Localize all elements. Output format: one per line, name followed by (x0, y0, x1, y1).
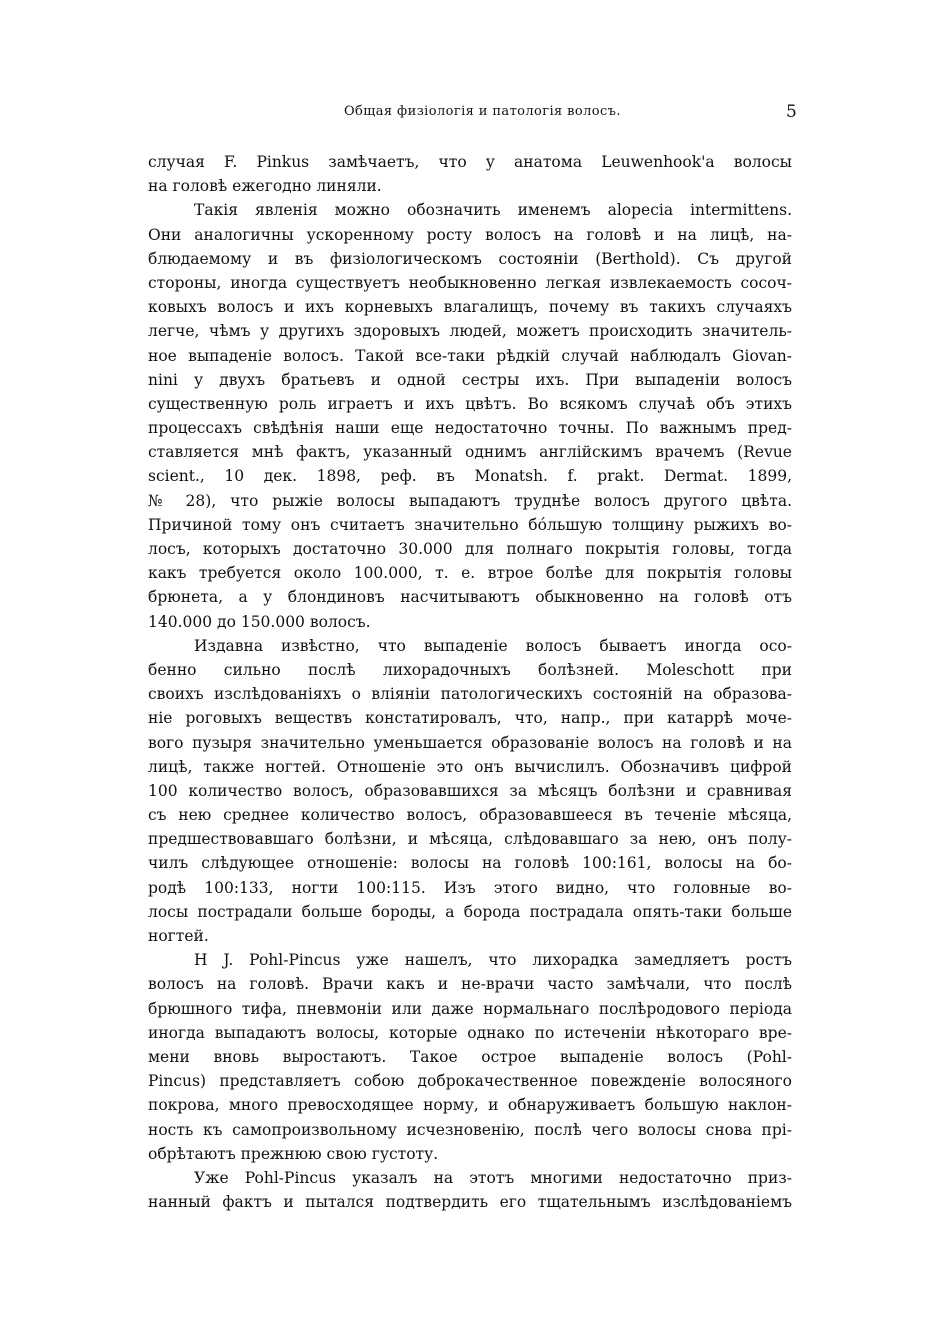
text-line: Издавна извѣстно, что выпаденіе волосъ бываетъ иногда осо- (194, 636, 792, 655)
text-line: иногда выпадаютъ волосы, которые однако по истеченіи нѣкотораго вре- (148, 1023, 792, 1042)
text-line: Уже Pohl-Pincus указалъ на этотъ многими недостаточно приз- (194, 1168, 792, 1187)
text-line: ность къ самопроизвольному исчезновенію, послѣ чего волосы снова прі- (148, 1120, 792, 1139)
text-line: случая F. Pinkus замѣчаетъ, что у анатома Leuwenhook'а волосы (148, 153, 792, 171)
text-line: съ нею среднее количество волосъ, образовавшееся въ теченіе мѣсяца, (148, 806, 792, 825)
running-header: Общая физіологія и патологія волосъ. (344, 104, 621, 119)
text-line: чилъ слѣдующее отношеніе: волосы на головѣ 100:161, волосы на бо- (148, 854, 792, 873)
text-line: H J. Pohl-Pincus уже нашелъ, что лихорадка замедляетъ ростъ (194, 951, 792, 970)
text-line: Они аналогичны ускоренному росту волосъ на головѣ и на лицѣ, на- (148, 225, 792, 244)
text-line: блюдаемому и въ физіологическомъ состояніи (Berthold). Съ другой (148, 249, 792, 268)
text-line: 140.000 до 150.000 волосъ. (148, 612, 371, 631)
text-line: обрѣтаютъ прежнюю свою густоту. (148, 1144, 439, 1163)
text-line: процессахъ свѣдѣнія наши еще недостаточно точны. По важнымъ пред- (148, 419, 792, 438)
text-line: покрова, много превосходящее норму, и обнаруживаетъ большую наклон- (148, 1096, 792, 1115)
text-line: своихъ изслѣдованіяхъ о вліяніи патологическихъ состояній на образова- (148, 685, 792, 704)
text-line: лосъ, которыхъ достаточно 30.000 для полнаго покрытія головы, тогда (148, 540, 792, 558)
text-line: Такія явленія можно обозначить именемъ alopecia intermittens. (194, 201, 792, 220)
text-line: стороны, иногда существуетъ необыкновенно легкая извлекаемость сосоч- (148, 273, 792, 292)
text-line: мени вновь выростаютъ. Такое острое выпаденіе волосъ (Pohl- (148, 1047, 792, 1066)
text-line: ковыхъ волосъ и ихъ корневыхъ влагалищъ, почему въ такихъ случаяхъ (148, 298, 792, 317)
text-line: Pincus) представляетъ собою доброкачественное повежденіе волосяного (148, 1072, 792, 1091)
text-line: лосы пострадали больше бороды, а борода пострадала опять-таки больше (148, 902, 792, 921)
text-line: предшествовавшаго болѣзни, и мѣсяца, слѣдовавшаго за нею, онъ полу- (148, 830, 792, 849)
text-line: № 28), что рыжіе волосы выпадаютъ труднѣе волосъ другого цвѣта. (148, 491, 792, 510)
text-line: ставляется мнѣ фактъ, указанный однимъ англійскимъ врачемъ (Revue (148, 443, 792, 462)
text-line: нанный фактъ и пытался подтвердить его тщательнымъ изслѣдованіемъ (148, 1193, 792, 1212)
page-number: 5 (786, 102, 797, 122)
text-line: ное выпаденіе волосъ. Такой все-таки рѣдкій случай наблюдалъ Giovan- (148, 346, 792, 365)
text-line: брюшного тифа, пневмоніи или даже нормальнаго послѣродового періода (148, 999, 792, 1018)
text-line: Причиной тому онъ считаетъ значительно бо́льшую толщину рыжихъ во- (148, 515, 792, 534)
text-line: на головѣ ежегодно линяли. (148, 177, 382, 196)
text-line: существенную роль играетъ и ихъ цвѣтъ. Во всякомъ случаѣ объ этихъ (148, 394, 792, 413)
text-line: 100 количество волосъ, образовавшихся за мѣсяцъ болѣзни и сравнивая (148, 781, 792, 800)
text-line: брюнета, а у блондиновъ насчитываютъ обыкновенно на головѣ отъ (148, 588, 792, 607)
text-line: вого пузыря значительно уменьшается образованіе волосъ на головѣ и на (148, 733, 792, 752)
text-line: бенно сильно послѣ лихорадочныхъ болѣзней. Moleschott при (148, 660, 792, 679)
text-line: волосъ на головѣ. Врачи какъ и не-врачи часто замѣчали, что послѣ (148, 975, 792, 994)
text-line: ногтей. (148, 927, 209, 945)
text-line: nini у двухъ братьевъ и одной сестры ихъ. При выпаденіи волосъ (148, 370, 792, 389)
text-line: лицѣ, также ногтей. Отношеніе это онъ вычислилъ. Обозначивъ цифрой (148, 757, 792, 776)
text-line: легче, чѣмъ у другихъ здоровыхъ людей, можетъ происходить значитель- (148, 322, 792, 341)
text-line: какъ требуется около 100.000, т. е. втрое болѣе для покрытія головы (148, 564, 792, 583)
text-line: родѣ 100:133, ногти 100:115. Изъ этого видно, что головные во- (148, 878, 792, 897)
body-text (148, 150, 792, 1214)
text-line: ніе роговыхъ веществъ констатировалъ, что, напр., при катаррѣ моче- (148, 709, 792, 728)
text-line: scient., 10 дек. 1898, реф. въ Monatsh. f. prakt. Dermat. 1899, (148, 467, 792, 486)
